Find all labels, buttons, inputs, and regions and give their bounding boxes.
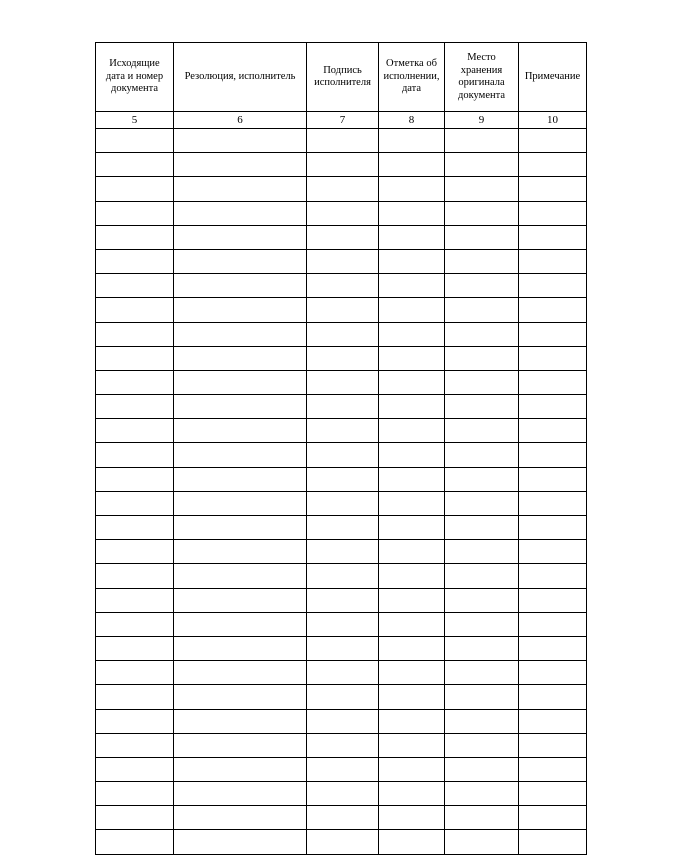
table-cell	[174, 661, 307, 685]
table-cell	[519, 370, 587, 394]
table-cell	[307, 830, 379, 854]
table-cell	[519, 491, 587, 515]
table-cell	[307, 274, 379, 298]
table-cell	[379, 177, 445, 201]
column-number-6: 6	[174, 112, 307, 129]
table-cell	[379, 516, 445, 540]
table-row	[96, 225, 587, 249]
table-body	[96, 129, 587, 855]
table-row	[96, 757, 587, 781]
table-cell	[174, 322, 307, 346]
table-row	[96, 153, 587, 177]
table-cell	[519, 588, 587, 612]
table-cell	[96, 298, 174, 322]
table-cell	[174, 274, 307, 298]
table-cell	[174, 298, 307, 322]
table-cell	[379, 201, 445, 225]
table-cell	[307, 346, 379, 370]
table-cell	[519, 612, 587, 636]
table-cell	[307, 177, 379, 201]
table-cell	[96, 709, 174, 733]
table-cell	[445, 225, 519, 249]
table-cell	[174, 612, 307, 636]
table-cell	[96, 419, 174, 443]
table-cell	[519, 540, 587, 564]
table-cell	[445, 830, 519, 854]
table-cell	[96, 249, 174, 273]
table-cell	[96, 540, 174, 564]
table-cell	[445, 249, 519, 273]
table-cell	[307, 709, 379, 733]
table-row	[96, 830, 587, 854]
table-cell	[445, 733, 519, 757]
table-cell	[307, 201, 379, 225]
table-row	[96, 467, 587, 491]
table-cell	[174, 346, 307, 370]
table-cell	[445, 782, 519, 806]
table-cell	[307, 757, 379, 781]
table-cell	[307, 395, 379, 419]
table-cell	[96, 443, 174, 467]
table-cell	[519, 298, 587, 322]
table-row	[96, 806, 587, 830]
table-cell	[96, 757, 174, 781]
table-cell	[379, 685, 445, 709]
table-cell	[307, 564, 379, 588]
table-cell	[307, 443, 379, 467]
table-cell	[174, 757, 307, 781]
table-cell	[307, 588, 379, 612]
table-cell	[519, 153, 587, 177]
table-cell	[379, 636, 445, 660]
table-cell	[445, 443, 519, 467]
table-cell	[445, 370, 519, 394]
table-cell	[96, 564, 174, 588]
table-cell	[96, 153, 174, 177]
table-cell	[519, 129, 587, 153]
table-cell	[174, 177, 307, 201]
table-cell	[307, 540, 379, 564]
table-cell	[174, 540, 307, 564]
table-row	[96, 685, 587, 709]
table-cell	[519, 709, 587, 733]
table-row	[96, 370, 587, 394]
table-cell	[174, 491, 307, 515]
table-cell	[445, 636, 519, 660]
table-cell	[174, 733, 307, 757]
table-row	[96, 298, 587, 322]
table-cell	[174, 782, 307, 806]
table-cell	[379, 346, 445, 370]
column-header-resolution-executor: Резолюция, исполнитель	[174, 43, 307, 112]
table-cell	[307, 298, 379, 322]
table-cell	[174, 564, 307, 588]
table-cell	[519, 685, 587, 709]
column-number-10: 10	[519, 112, 587, 129]
table-cell	[307, 322, 379, 346]
table-cell	[307, 612, 379, 636]
table-cell	[519, 733, 587, 757]
table-cell	[379, 757, 445, 781]
table-cell	[445, 588, 519, 612]
table-cell	[379, 274, 445, 298]
table-cell	[445, 540, 519, 564]
table-cell	[379, 806, 445, 830]
table-cell	[519, 346, 587, 370]
table-cell	[96, 661, 174, 685]
table-row	[96, 588, 587, 612]
table-row	[96, 733, 587, 757]
table-cell	[307, 129, 379, 153]
table-cell	[307, 782, 379, 806]
table-cell	[519, 661, 587, 685]
table-cell	[174, 830, 307, 854]
table-cell	[445, 419, 519, 443]
table-row	[96, 540, 587, 564]
table-cell	[445, 274, 519, 298]
table-cell	[445, 395, 519, 419]
table-cell	[519, 443, 587, 467]
table-cell	[174, 467, 307, 491]
table-cell	[96, 201, 174, 225]
table-row	[96, 782, 587, 806]
table-cell	[307, 370, 379, 394]
table-cell	[379, 661, 445, 685]
table-cell	[379, 225, 445, 249]
table-cell	[519, 516, 587, 540]
table-row	[96, 661, 587, 685]
table-cell	[379, 153, 445, 177]
table-cell	[174, 395, 307, 419]
table-cell	[96, 129, 174, 153]
table-cell	[96, 685, 174, 709]
table-cell	[174, 201, 307, 225]
table-cell	[379, 322, 445, 346]
table-cell	[174, 129, 307, 153]
table-cell	[445, 661, 519, 685]
table-row	[96, 491, 587, 515]
table-cell	[519, 322, 587, 346]
table-cell	[445, 612, 519, 636]
table-row	[96, 636, 587, 660]
column-header-execution-mark-date: Отметка об исполнении, дата	[379, 43, 445, 112]
table-cell	[96, 636, 174, 660]
column-header-note: Примечание	[519, 43, 587, 112]
column-header-original-storage-place: Место хранения оригинала документа	[445, 43, 519, 112]
table-row	[96, 419, 587, 443]
table-cell	[379, 612, 445, 636]
table-cell	[379, 491, 445, 515]
table-row	[96, 322, 587, 346]
table-row	[96, 564, 587, 588]
table-row	[96, 249, 587, 273]
table-cell	[379, 782, 445, 806]
table-row	[96, 612, 587, 636]
table-cell	[445, 491, 519, 515]
table-cell	[96, 370, 174, 394]
table-cell	[174, 370, 307, 394]
table-cell	[174, 709, 307, 733]
table-cell	[96, 346, 174, 370]
column-number-9: 9	[445, 112, 519, 129]
table-cell	[519, 249, 587, 273]
table-cell	[307, 661, 379, 685]
table-cell	[96, 516, 174, 540]
table-cell	[174, 225, 307, 249]
table-cell	[379, 419, 445, 443]
table-cell	[96, 225, 174, 249]
table-cell	[96, 588, 174, 612]
table-cell	[96, 782, 174, 806]
table-cell	[519, 467, 587, 491]
table-cell	[174, 636, 307, 660]
table-cell	[174, 443, 307, 467]
table-cell	[174, 685, 307, 709]
table-cell	[96, 177, 174, 201]
table-cell	[307, 685, 379, 709]
table-cell	[307, 806, 379, 830]
registration-journal-table	[95, 42, 587, 855]
table-column-number-row	[96, 112, 587, 129]
table-cell	[379, 298, 445, 322]
table-cell	[96, 806, 174, 830]
table-cell	[379, 467, 445, 491]
table-cell	[379, 395, 445, 419]
table-cell	[445, 806, 519, 830]
table-cell	[174, 806, 307, 830]
table-cell	[307, 516, 379, 540]
table-cell	[379, 830, 445, 854]
table-cell	[96, 274, 174, 298]
table-cell	[445, 757, 519, 781]
table-cell	[174, 419, 307, 443]
table-cell	[445, 177, 519, 201]
table-cell	[445, 685, 519, 709]
table-cell	[519, 757, 587, 781]
table-cell	[96, 830, 174, 854]
table-row	[96, 709, 587, 733]
table-cell	[307, 491, 379, 515]
table-cell	[519, 201, 587, 225]
table-cell	[445, 346, 519, 370]
table-cell	[307, 636, 379, 660]
table-row	[96, 395, 587, 419]
column-number-8: 8	[379, 112, 445, 129]
table-cell	[307, 467, 379, 491]
table-cell	[445, 564, 519, 588]
table-cell	[445, 298, 519, 322]
table-cell	[519, 225, 587, 249]
table-cell	[519, 782, 587, 806]
table-cell	[445, 201, 519, 225]
table-cell	[174, 249, 307, 273]
table-cell	[96, 395, 174, 419]
table-cell	[519, 177, 587, 201]
table-cell	[379, 249, 445, 273]
table-cell	[379, 733, 445, 757]
table-cell	[379, 129, 445, 153]
table-cell	[96, 491, 174, 515]
table-row	[96, 129, 587, 153]
table-cell	[307, 733, 379, 757]
table-row	[96, 516, 587, 540]
table-cell	[445, 322, 519, 346]
table-cell	[96, 322, 174, 346]
table-cell	[174, 516, 307, 540]
table-cell	[379, 709, 445, 733]
table-cell	[519, 564, 587, 588]
table-row	[96, 443, 587, 467]
table-cell	[379, 443, 445, 467]
table-cell	[519, 636, 587, 660]
table-cell	[445, 709, 519, 733]
column-header-executor-signature: Подпись исполнителя	[307, 43, 379, 112]
table-cell	[445, 153, 519, 177]
table-cell	[307, 153, 379, 177]
table-cell	[174, 588, 307, 612]
table-cell	[519, 830, 587, 854]
table-cell	[96, 467, 174, 491]
table-cell	[379, 540, 445, 564]
table-cell	[307, 249, 379, 273]
table-cell	[307, 225, 379, 249]
table-row	[96, 177, 587, 201]
table-cell	[519, 806, 587, 830]
table-cell	[445, 467, 519, 491]
column-number-7: 7	[307, 112, 379, 129]
table-row	[96, 274, 587, 298]
table-cell	[307, 419, 379, 443]
table-cell	[379, 370, 445, 394]
table-cell	[445, 129, 519, 153]
table-header-row	[96, 43, 587, 112]
table-cell	[174, 153, 307, 177]
table-cell	[96, 612, 174, 636]
column-header-outgoing-date-number: Исходящие дата и номер документа	[96, 43, 174, 112]
table-cell	[96, 733, 174, 757]
table-cell	[519, 395, 587, 419]
table-cell	[445, 516, 519, 540]
table-cell	[519, 419, 587, 443]
table-row	[96, 201, 587, 225]
column-number-5: 5	[96, 112, 174, 129]
table-cell	[379, 588, 445, 612]
table-cell	[519, 274, 587, 298]
table-row	[96, 346, 587, 370]
table-cell	[379, 564, 445, 588]
